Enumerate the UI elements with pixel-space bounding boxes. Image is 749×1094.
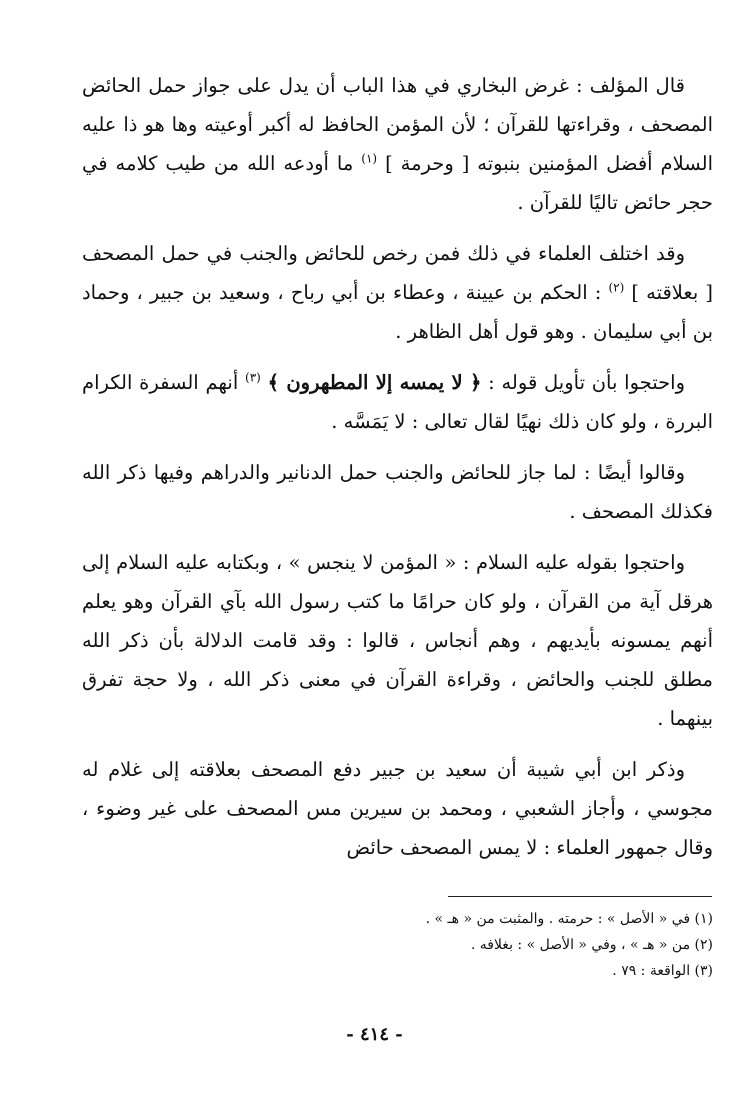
paragraph-text: وقالوا أيضًا : لما جاز للحائض والجنب حمل الدنانير والدراهم وفيها ذكر الله فكذلك المصحف . [82, 461, 713, 523]
paragraph-text: قال المؤلف : غرض البخاري في هذا الباب أن يدل على جواز حمل الحائض المصحف ، وقراءتها للقرآن ؛ لأن المؤمن الحافظ له أكبر أوعيته وها هو ذا عليه السلام أفضل المؤمنين بنبوته [ وحرمة ] [82, 74, 713, 175]
paragraph-text-continued: أنهم السفرة الكرام البررة ، ولو كان ذلك نهيًا لقال تعالى : لا يَمَسَّه . [82, 371, 713, 433]
paragraph-text: واحتجوا بأن تأويل قوله : [488, 371, 686, 394]
quran-verse: ﴿ لا يمسه إلا المطهرون ﴾ [267, 371, 482, 394]
paragraph-text: واحتجوا بقوله عليه السلام : « المؤمن لا ينجس » ، وبكتابه عليه السلام إلى هرقل آية من القرآن ، ولو كان حرامًا ما كتب رسول الله بآي القرآن وهو يعلم أنهم يمسونه بأيديهم ، وهم أنجاس ، قالوا : وقد قامت الدلالة بأن ذكر الله مطلق للجنب والحائض ، وقراءة القرآن في معنى ذكر الله ، ولا حجة تفرق بينهما . [82, 551, 713, 730]
footnote-marker-2: (٢) [608, 280, 625, 295]
footnotes [150, 906, 713, 984]
paragraph-verse-argument [82, 363, 713, 441]
paragraph-text: وذكر ابن أبي شيبة أن سعيد بن جبير دفع المصحف بعلاقته إلى غلام له مجوسي ، وأجاز الشعبي ، ومحمد بن سيرين مس المصحف على غير وضوء ، وقال جمهور العلماء : لا يمس المصحف حائض [82, 758, 713, 859]
paragraph-hadith-argument [82, 543, 713, 738]
main-text [82, 66, 713, 879]
footnote-1: (١) في « الأصل » : حرمته . والمثبت من « هـ » . [425, 911, 713, 927]
page-number: - ٤١٤ - [346, 1024, 403, 1045]
footnote-marker-3: (٣) [245, 370, 261, 385]
footnote-separator [448, 896, 712, 897]
paragraph-text-continued: : الحكم بن عيينة ، وعطاء بن أبي رباح ، وسعيد بن جبير ، وحماد بن أبي سليمان . وهو قول أهل الظاهر . [82, 281, 713, 343]
paragraph-coins-argument [82, 453, 713, 531]
paragraph-text: وقد اختلف العلماء في ذلك فمن رخص للحائض والجنب في حمل المصحف [ بعلاقته ] [82, 242, 713, 304]
footnote-marker-1: (١) [361, 151, 378, 166]
paragraph-scholars-differ [82, 234, 713, 351]
paragraph-author-comment [82, 66, 713, 222]
paragraph-text-continued: ما أودعه الله من طيب كلامه في حجر حائض تاليًا للقرآن . [82, 152, 713, 214]
paragraph-ibn-abi-shaybah [82, 750, 713, 867]
footnote-2: (٢) من « هـ » ، وفي « الأصل » : بغلافه . [470, 937, 713, 953]
footnote-3: (٣) الواقعة : ٧٩ . [612, 963, 713, 979]
